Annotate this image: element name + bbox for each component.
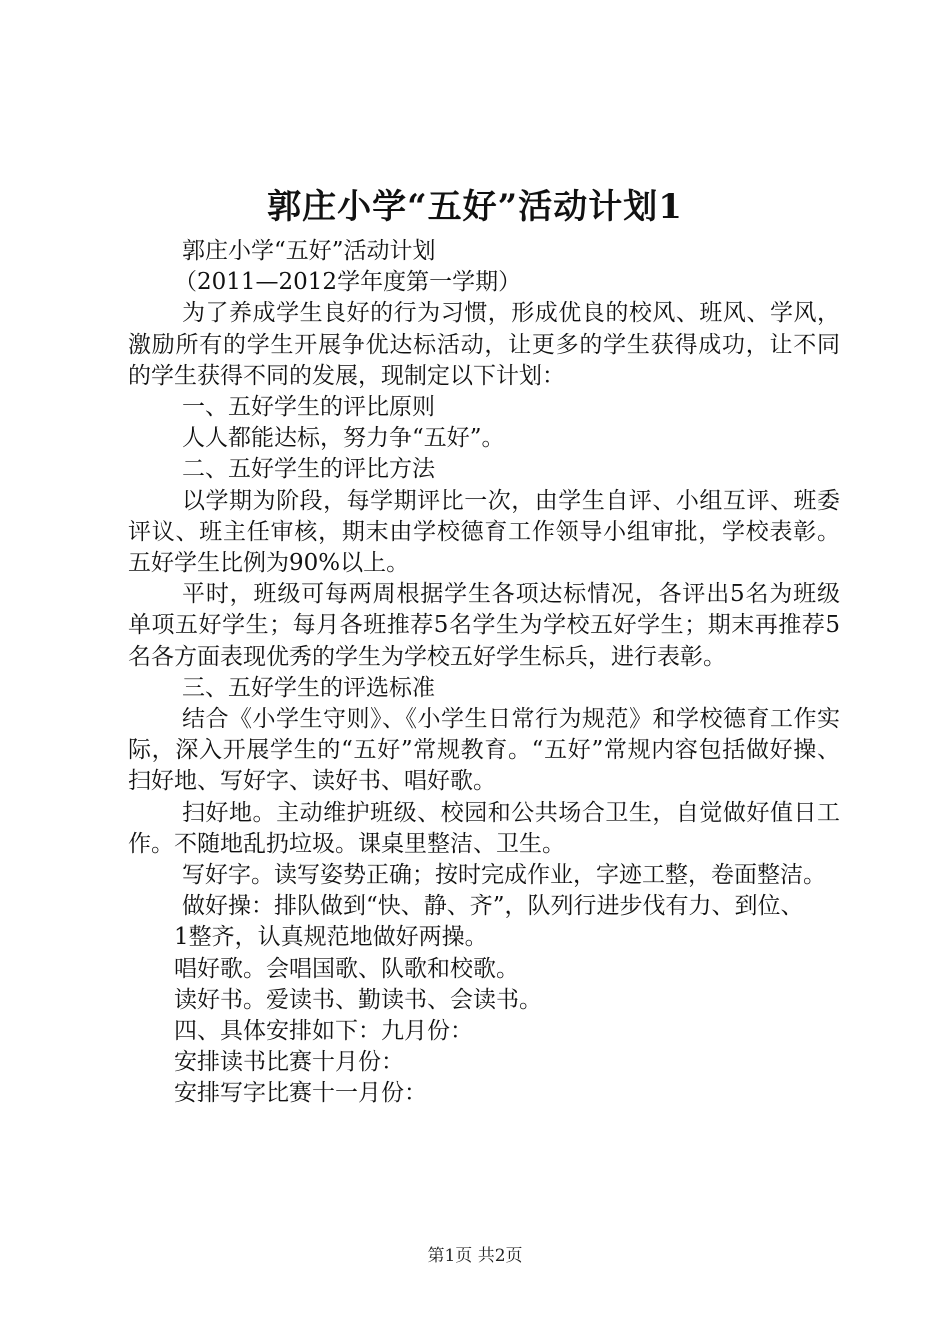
document-body bbox=[128, 236, 840, 1110]
subtitle: 郭庄小学“五好”活动计划 bbox=[182, 238, 436, 264]
section-heading-1: 一、五好学生的评比原则 bbox=[182, 394, 435, 421]
semester-line: （2011—2012学年度第一学期） bbox=[174, 269, 522, 296]
paragraph-routine: 平时，班级可每两周根据学生各项达标情况，各评出5名为班级单项五好学生；每月各班推荐5名学生为学校五好学生；期末再推荐5名各方面表现优秀的学生为学校五好学生标兵，进行表彰。 bbox=[128, 581, 840, 670]
schedule-line-1: 安排读书比赛十月份： bbox=[174, 1049, 404, 1076]
section-heading-3: 三、五好学生的评选标准 bbox=[182, 674, 435, 701]
paragraph-exercise-cont: 1整齐，认真规范地做好两操。 bbox=[174, 924, 488, 951]
page-footer: 第1页 共2页 bbox=[427, 1246, 523, 1266]
paragraph-sweep: 扫好地。主动维护班级、校园和公共场合卫生，自觉做好值日工作。不随地乱扔垃圾。课桌里整洁、卫生。 bbox=[128, 799, 840, 857]
paragraph-sing: 唱好歌。会唱国歌、队歌和校歌。 bbox=[174, 955, 519, 982]
paragraph-principle: 人人都能达标，努力争“五好”。 bbox=[182, 425, 505, 452]
paragraph-standards: 结合《小学生守则》、《小学生日常行为规范》和学校德育工作实际，深入开展学生的“五好”常规教育。“五好”常规内容包括做好操、扫好地、写好字、读好书、唱好歌。 bbox=[128, 706, 840, 795]
paragraph-exercise: 做好操：排队做到“快、静、齐”，队列行进步伐有力、到位、 bbox=[182, 893, 804, 920]
paragraph-method: 以学期为阶段，每学期评比一次，由学生自评、小组互评、班委评议、班主任审核，期末由学校德育工作领导小组审批，学校表彰。五好学生比例为90%以上。 bbox=[128, 487, 840, 577]
paragraph-read: 读好书。爱读书、勤读书、会读书。 bbox=[174, 986, 542, 1013]
schedule-line-2: 安排写字比赛十一月份： bbox=[174, 1080, 427, 1107]
paragraph-intro: 为了养成学生良好的行为习惯，形成优良的校风、班风、学风，激励所有的学生开展争优达标活动，让更多的学生获得成功，让不同的学生获得不同的发展，现制定以下计划： bbox=[128, 300, 840, 389]
document-title: 郭庄小学“五好”活动计划1 bbox=[267, 187, 683, 227]
section-heading-4: 四、具体安排如下：九月份： bbox=[174, 1018, 473, 1045]
section-heading-2: 二、五好学生的评比方法 bbox=[182, 456, 435, 483]
paragraph-write: 写好字。读写姿势正确；按时完成作业，字迹工整，卷面整洁。 bbox=[182, 862, 826, 889]
